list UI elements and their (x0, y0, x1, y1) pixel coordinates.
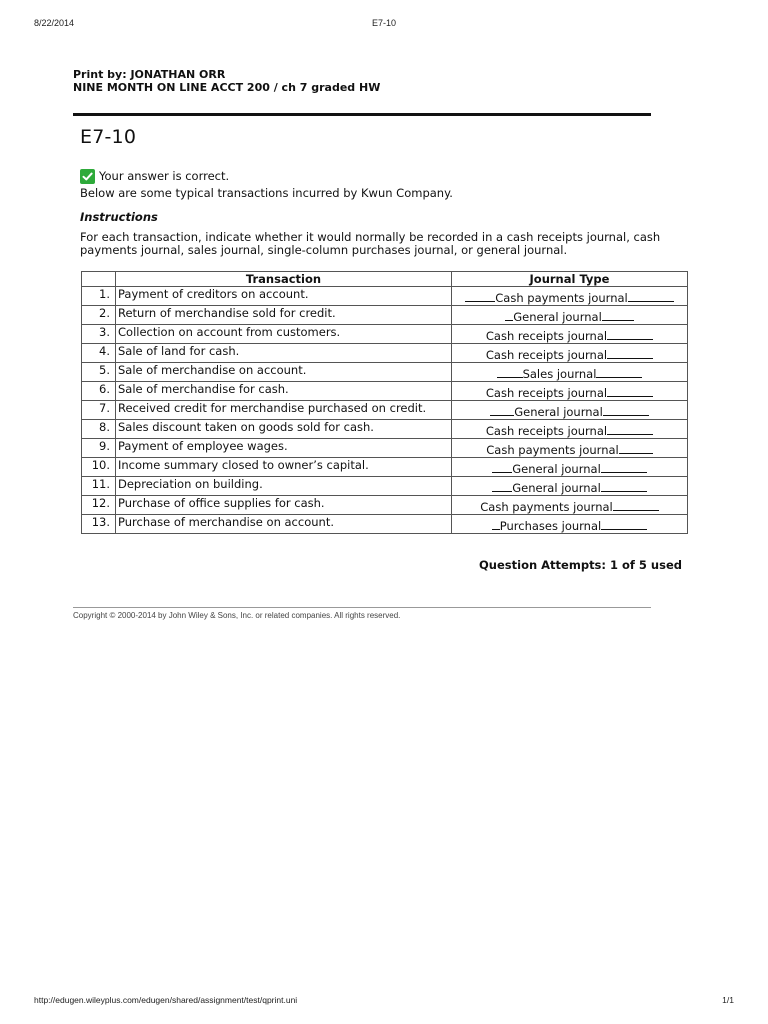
print-url: http://edugen.wileyplus.com/edugen/shared/assignment/test/qprint.uni (34, 995, 298, 1005)
journal-type-answer (452, 515, 688, 534)
table-row (82, 363, 688, 382)
journal-type-value: Cash payments journal (486, 443, 619, 457)
question-attempts: Question Attempts: 1 of 5 used (479, 558, 682, 572)
transaction-description: Purchase of office supplies for cash. (116, 496, 452, 515)
journal-type-answer (452, 382, 688, 401)
journal-type-value: Cash receipts journal (485, 348, 608, 362)
feedback-message (80, 168, 688, 184)
header-divider (73, 113, 651, 116)
row-number: 5. (82, 363, 116, 382)
transaction-description: Collection on account from customers. (116, 325, 452, 344)
journal-type-value: Sales journal (522, 367, 597, 381)
table-header-row (82, 272, 688, 287)
journal-type-value: Cash receipts journal (485, 386, 608, 400)
journal-type-value: Cash receipts journal (485, 424, 608, 438)
table-row (82, 287, 688, 306)
table-row (82, 382, 688, 401)
row-number: 3. (82, 325, 116, 344)
page-title: E7-10 (80, 126, 137, 148)
journal-type-value: General journal (513, 310, 602, 324)
journal-type-answer (452, 401, 688, 420)
transaction-description: Return of merchandise sold for credit. (116, 306, 452, 325)
row-number: 12. (82, 496, 116, 515)
transaction-description: Received credit for merchandise purchased on credit. (116, 401, 452, 420)
row-number: 6. (82, 382, 116, 401)
journal-type-value: Cash payments journal (495, 291, 628, 305)
transaction-description: Purchase of merchandise on account. (116, 515, 452, 534)
journal-type-answer (452, 325, 688, 344)
print-date: 8/22/2014 (34, 18, 75, 28)
intro-text: Below are some typical transactions incurred by Kwun Company. (80, 186, 453, 200)
journal-type-answer (452, 363, 688, 382)
transaction-description: Sale of merchandise on account. (116, 363, 452, 382)
transaction-description: Income summary closed to owner’s capital. (116, 458, 452, 477)
journal-type-value: General journal (512, 462, 601, 476)
row-number: 11. (82, 477, 116, 496)
journal-type-value: General journal (512, 481, 601, 495)
feedback-text: Your answer is correct. (99, 169, 230, 183)
row-number: 13. (82, 515, 116, 534)
table-row (82, 420, 688, 439)
print-by: Print by: JONATHAN ORR (73, 68, 226, 81)
journal-type-answer (452, 306, 688, 325)
print-title: E7-10 (371, 18, 397, 28)
journal-type-value: Cash payments journal (480, 500, 613, 514)
row-number: 2. (82, 306, 116, 325)
journal-type-answer (452, 458, 688, 477)
print-meta (73, 68, 380, 94)
journal-type-answer (452, 496, 688, 515)
header-journal-type: Journal Type (452, 272, 688, 287)
journal-type-value: Purchases journal (499, 519, 602, 533)
table-row (82, 477, 688, 496)
table-row (82, 439, 688, 458)
row-number: 4. (82, 344, 116, 363)
transaction-description: Payment of creditors on account. (116, 287, 452, 306)
table-row (82, 515, 688, 534)
instructions-heading: Instructions (80, 210, 158, 224)
footer-divider (73, 607, 651, 608)
page-number: 1/1 (722, 995, 734, 1005)
table-row (82, 306, 688, 325)
transactions-table (81, 271, 688, 534)
table-row (82, 344, 688, 363)
journal-type-value: Cash receipts journal (485, 329, 608, 343)
table-row (82, 401, 688, 420)
row-number: 9. (82, 439, 116, 458)
transaction-description: Sale of land for cash. (116, 344, 452, 363)
question-content (80, 168, 688, 257)
row-number: 7. (82, 401, 116, 420)
header-number (82, 272, 116, 287)
instructions-text: For each transaction, indicate whether it would normally be recorded in a cash receipts journal, cash payments journal, sales journal, single-column purchases journal, or general journal. (80, 230, 661, 257)
row-number: 10. (82, 458, 116, 477)
journal-type-answer (452, 477, 688, 496)
transaction-description: Depreciation on building. (116, 477, 452, 496)
journal-type-answer (452, 344, 688, 363)
journal-type-answer (452, 439, 688, 458)
table-row (82, 325, 688, 344)
header-transaction: Transaction (116, 272, 452, 287)
copyright: Copyright © 2000-2014 by John Wiley & Sons, Inc. or related companies. All rights reserved. (73, 611, 401, 620)
journal-type-value: General journal (514, 405, 603, 419)
table-row (82, 458, 688, 477)
checkmark-icon (80, 169, 95, 184)
transaction-description: Payment of employee wages. (116, 439, 452, 458)
course-name: NINE MONTH ON LINE ACCT 200 / ch 7 graded HW (73, 81, 381, 94)
journal-type-answer (452, 420, 688, 439)
journal-type-answer (452, 287, 688, 306)
transaction-description: Sale of merchandise for cash. (116, 382, 452, 401)
table-row (82, 496, 688, 515)
row-number: 8. (82, 420, 116, 439)
transaction-description: Sales discount taken on goods sold for cash. (116, 420, 452, 439)
row-number: 1. (82, 287, 116, 306)
